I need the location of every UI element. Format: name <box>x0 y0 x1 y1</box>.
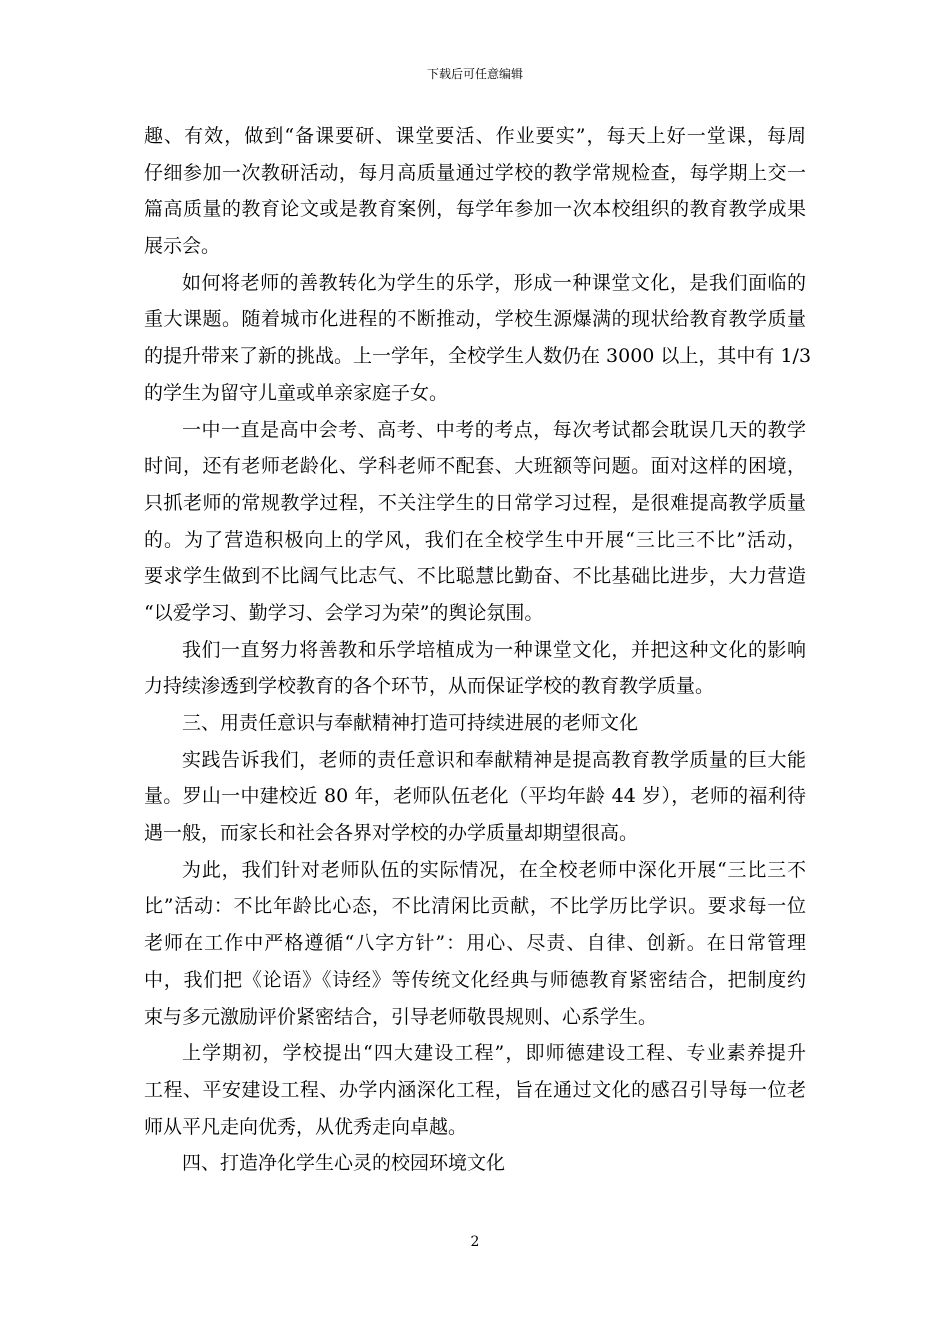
paragraph-first-line: 我们一直努力将善教和乐学培植成为一种课堂文化，并把这种文化的影响 <box>182 638 806 661</box>
paragraph-first-line: 如何将老师的善教转化为学生的乐学，形成一种课堂文化，是我们面临的 <box>182 271 806 294</box>
paragraph-first-line: 实践告诉我们，老师的责任意识和奉献精神是提高教育教学质量的巨大能 <box>182 748 806 771</box>
text-line: 工程、平安建设工程、办学内涵深化工程，旨在通过文化的感召引导每一位老 <box>144 1078 806 1101</box>
document-body <box>144 118 812 1182</box>
text-line: “以爱学习、勤学习、会学习为荣”的舆论氛围。 <box>144 601 544 624</box>
text-line: 仔细参加一次教研活动，每月高质量通过学校的教学常规检查，每学期上交一 <box>144 161 806 184</box>
text-line: 老师在工作中严格遵循“八字方针”：用心、尽责、自律、创新。在日常管理 <box>144 932 806 955</box>
paragraph-first-line: 上学期初，学校提出“四大建设工程”，即师德建设工程、专业素养提升 <box>182 1042 806 1065</box>
text-line: 比”活动：不比年龄比心态，不比清闲比贡献，不比学历比学识。要求每一位 <box>144 895 806 918</box>
text-line: 的提升带来了新的挑战。上一学年，全校学生人数仍在 3000 以上，其中有 1/3 <box>144 345 812 368</box>
text-line: 师从平凡走向优秀，从优秀走向卓越。 <box>144 1115 468 1138</box>
paragraph-first-line: 四、打造净化学生心灵的校园环境文化 <box>182 1152 506 1175</box>
text-line: 量。罗山一中建校近 80 年，老师队伍老化（平均年龄 44 岁），老师的福利待 <box>144 785 806 808</box>
text-line: 的学生为留守儿童或单亲家庭子女。 <box>144 381 449 404</box>
text-line: 要求学生做到不比阔气比志气、不比聪慧比勤奋、不比基础比进步，大力营造 <box>144 565 806 588</box>
paragraph-first-line: 为此，我们针对老师队伍的实际情况，在全校老师中深化开展“三比三不 <box>182 858 806 881</box>
text-line: 重大课题。随着城市化进程的不断推动，学校生源爆满的现状给教育教学质量 <box>144 308 806 331</box>
page-number: 2 <box>470 1234 480 1250</box>
text-line: 时间，还有老师老龄化、学科老师不配套、大班额等问题。面对这样的困境， <box>144 455 806 478</box>
text-line: 的。为了营造积极向上的学风，我们在全校学生中开展“三比三不比”活动， <box>144 528 806 551</box>
text-line: 束与多元激励评价紧密结合，引导老师敬畏规则、心系学生。 <box>144 1005 658 1028</box>
page-header: 下载后可任意编辑 <box>426 67 523 81</box>
paragraph-first-line: 三、用责任意识与奉献精神打造可持续进展的老师文化 <box>182 712 639 734</box>
paragraph-first-line: 一中一直是高中会考、高考、中考的考点，每次考试都会耽误几天的教学 <box>182 418 806 441</box>
text-line: 只抓老师的常规教学过程，不关注学生的日常学习过程，是很难提高教学质量 <box>144 491 806 514</box>
text-line: 中，我们把《论语》《诗经》等传统文化经典与师德教育紧密结合，把制度约 <box>144 968 806 991</box>
text-line: 力持续渗透到学校教育的各个环节，从而保证学校的教育教学质量。 <box>144 675 715 698</box>
text-line: 展示会。 <box>144 235 221 258</box>
text-line: 趣、有效，做到“备课要研、课堂要活、作业要实”，每天上好一堂课，每周 <box>144 125 806 147</box>
text-line: 遇一般，而家长和社会各界对学校的办学质量却期望很高。 <box>144 822 639 845</box>
text-line: 篇高质量的教育论文或是教育案例，每学年参加一次本校组织的教育教学成果 <box>144 198 806 221</box>
